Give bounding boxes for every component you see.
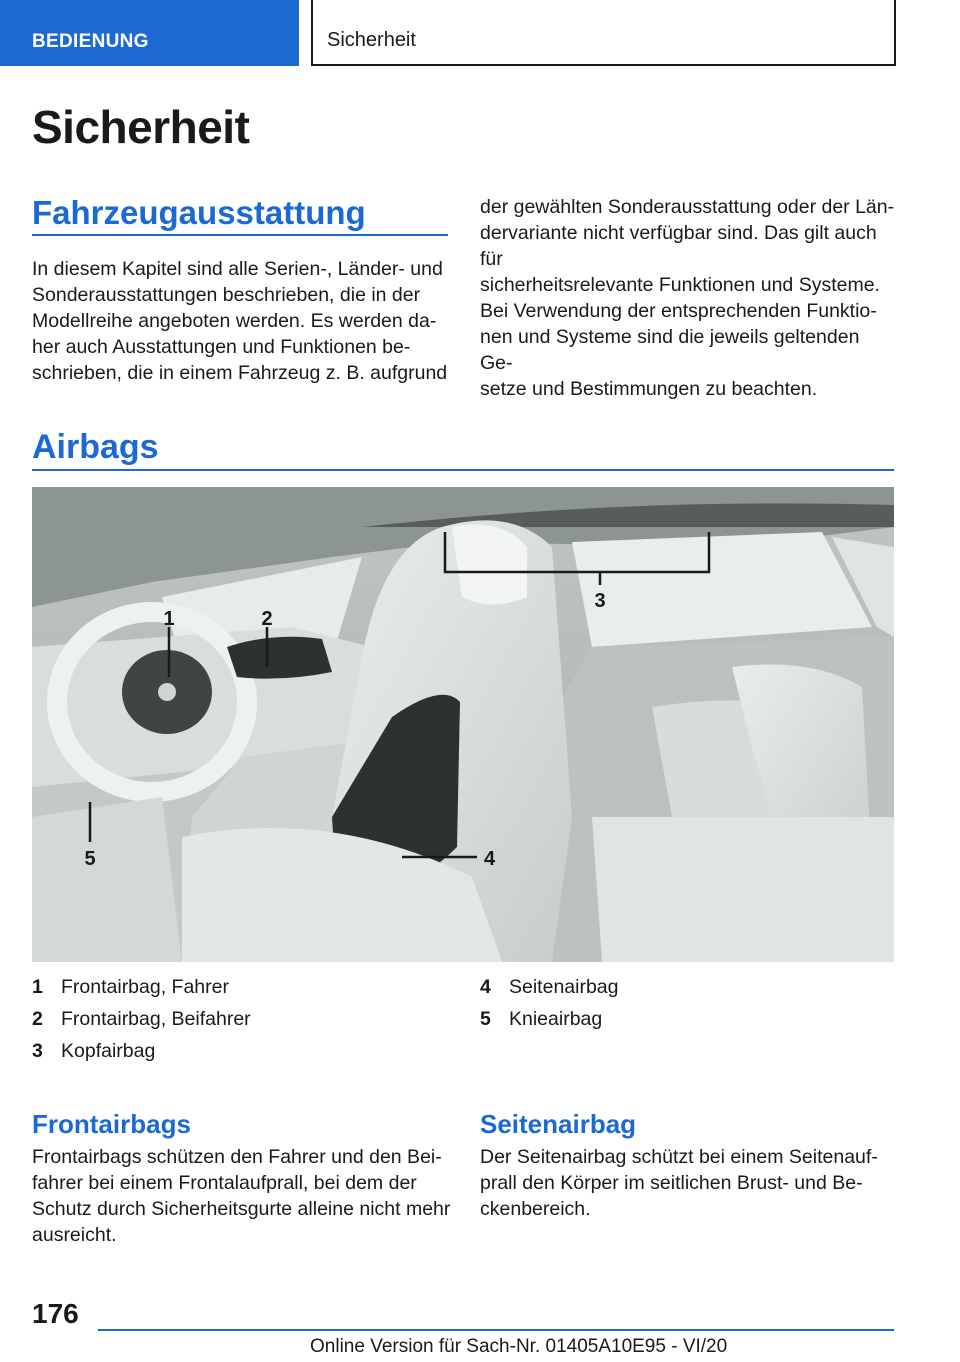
subsection-title-seitenairbag: Seitenairbag <box>480 1109 637 1139</box>
legend-label: Seitenairbag <box>509 976 619 998</box>
fahrzeug-text-left <box>32 256 452 386</box>
legend-item <box>480 971 619 1003</box>
text-line: ckenbereich. <box>480 1198 591 1220</box>
text-line: Sonderausstattungen beschrieben, die in der <box>32 284 421 306</box>
text-line: Schutz durch Sicherheitsgurte alleine nicht mehr <box>32 1198 451 1220</box>
legend-right <box>480 971 619 1035</box>
text-line: her auch Ausstattungen und Funktionen be- <box>32 336 411 358</box>
legend-label: Frontairbag, Beifahrer <box>61 1008 251 1030</box>
header-section-tab <box>0 0 299 66</box>
callout-3: 3 <box>594 590 606 612</box>
text-line: prall den Körper im seitlichen Brust- und Be- <box>480 1172 863 1194</box>
legend-number: 4 <box>480 976 491 998</box>
header-chapter-label: Sicherheit <box>327 29 416 51</box>
text-line: Bei Verwendung der entsprechenden Funktio- <box>480 300 877 322</box>
fahrzeug-text-right <box>480 194 896 402</box>
seitenairbag-text <box>480 1144 896 1222</box>
page-number: 176 <box>32 1298 79 1329</box>
legend-item <box>32 1035 251 1067</box>
header-chapter-box <box>311 0 896 66</box>
legend-number: 3 <box>32 1040 43 1062</box>
text-line: Modellreihe angeboten werden. Es werden da- <box>32 310 437 332</box>
legend-item <box>480 1003 619 1035</box>
subsection-title-frontairbags: Frontairbags <box>32 1109 191 1139</box>
airbag-illustration <box>32 487 894 962</box>
text-line: Frontairbags schützen den Fahrer und den Bei- <box>32 1146 442 1168</box>
text-line: ausreicht. <box>32 1224 117 1246</box>
section-title-airbags: Airbags <box>32 428 159 466</box>
legend-number: 2 <box>32 1008 43 1030</box>
callout-1: 1 <box>163 608 175 630</box>
legend-left <box>32 971 251 1067</box>
callout-5: 5 <box>84 848 96 870</box>
text-line: sicherheitsrelevante Funktionen und Systeme. <box>480 274 880 296</box>
frontairbags-text <box>32 1144 462 1248</box>
legend-item <box>32 1003 251 1035</box>
text-line: setze und Bestimmungen zu beachten. <box>480 378 818 400</box>
legend-number: 5 <box>480 1008 491 1030</box>
text-line: nen und Systeme sind die jeweils geltenden Ge- <box>480 326 860 374</box>
callout-2: 2 <box>261 608 273 630</box>
legend-label: Kopfairbag <box>61 1040 156 1062</box>
text-line: In diesem Kapitel sind alle Serien-, Länder- und <box>32 258 443 280</box>
header-section-label: BEDIENUNG <box>32 31 149 52</box>
section-rule-airbags <box>32 469 894 471</box>
text-line: fahrer bei einem Frontalaufprall, bei dem der <box>32 1172 417 1194</box>
legend-label: Frontairbag, Fahrer <box>61 976 229 998</box>
section-title-fahrzeugausstattung: Fahrzeugausstattung <box>32 194 366 231</box>
callout-4: 4 <box>484 848 496 870</box>
page-title: Sicherheit <box>32 101 250 153</box>
legend-number: 1 <box>32 976 43 998</box>
footer-version-text: Online Version für Sach-Nr. 01405A10E95 - VI/20 <box>310 1336 728 1357</box>
section-rule-fahrzeugausstattung <box>32 234 448 236</box>
text-line: Der Seitenairbag schützt bei einem Seitenauf- <box>480 1146 878 1168</box>
legend-item <box>32 971 251 1003</box>
text-line: schrieben, die in einem Fahrzeug z. B. aufgrund <box>32 362 448 384</box>
legend-label: Knieairbag <box>509 1008 603 1030</box>
text-line: der gewählten Sonderausstattung oder der Län- <box>480 196 895 218</box>
footer-rule <box>98 1329 894 1331</box>
text-line: dervariante nicht verfügbar sind. Das gilt auch für <box>480 222 877 270</box>
